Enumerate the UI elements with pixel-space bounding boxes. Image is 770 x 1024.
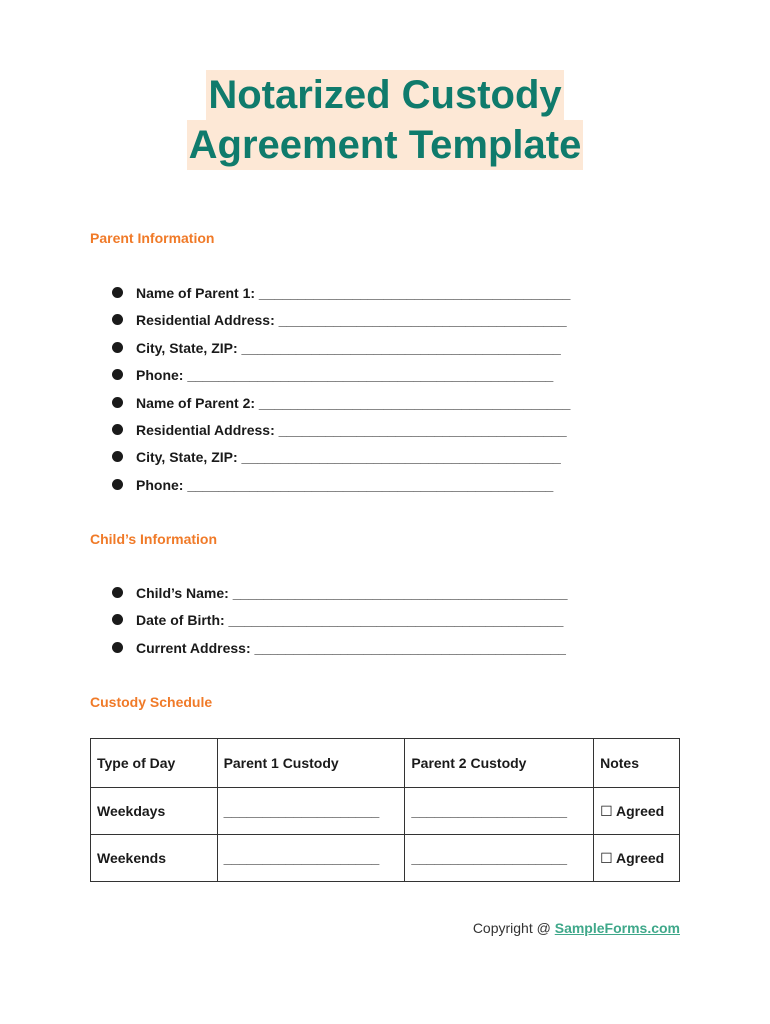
field-child-name: Child’s Name: ___________________________________________ [136,585,568,601]
list-item [112,367,570,394]
field-phone-2: Phone: _______________________________________________ [136,476,554,493]
list-item [112,395,570,422]
column-header: Type of Day [91,739,218,788]
bullet-icon [112,451,123,462]
field-current-address: Current Address: ________________________________________ [136,639,566,656]
field-name-parent-2: Name of Parent 2: ________________________________________ [136,394,571,411]
bullet-icon [112,614,123,625]
list-item [112,640,568,667]
list-item [112,312,570,339]
title-line-2: Agreement Template [187,120,584,170]
bullet-icon [112,424,123,435]
field-city-state-zip-1: City, State, ZIP: _________________________________________ [136,339,561,356]
column-header: Parent 2 Custody [405,739,594,788]
list-item [112,422,570,449]
bullet-icon [112,642,123,653]
table-cell: ____________________ [217,835,405,882]
custody-schedule-heading: Custody Schedule [90,694,213,710]
child-information-list [112,585,568,667]
table-cell: ____________________ [217,788,405,835]
list-item [112,340,570,367]
bullet-icon [112,369,123,380]
table-cell: ____________________ [405,835,594,882]
child-information-heading: Child’s Information [90,531,218,547]
field-name-parent-1: Name of Parent 1: ________________________________________ [136,285,571,301]
document-title [0,70,770,170]
bullet-icon [112,587,123,598]
bullet-icon [112,397,123,408]
table-cell: Weekdays [91,788,218,835]
agreed-checkbox[interactable]: ☐ Agreed [594,835,680,882]
bullet-icon [112,479,123,490]
field-phone-1: Phone: _______________________________________________ [136,367,554,384]
parent-information-heading: Parent Information [90,230,215,246]
bullet-icon [112,287,123,298]
column-header: Parent 1 Custody [217,739,405,788]
field-residential-address-1: Residential Address: _____________________________________ [136,312,567,329]
agreed-checkbox[interactable]: ☐ Agreed [594,788,680,835]
list-item [112,585,568,612]
field-date-of-birth: Date of Birth: ___________________________________________ [136,612,564,629]
custody-schedule-table [90,738,680,882]
list-item [112,449,570,476]
table-header-row [91,739,680,788]
list-item [112,612,568,639]
copyright-text: Copyright @ [472,920,555,936]
list-item [112,477,570,504]
list-item [112,285,570,312]
parent-information-list [112,285,570,504]
table-cell: Weekends [91,835,218,882]
field-residential-address-2: Residential Address: _____________________________________ [136,421,567,438]
copyright-footer [0,920,680,936]
table-cell: ____________________ [405,788,594,835]
table-row [91,835,680,882]
title-line-1: Notarized Custody [206,70,563,120]
bullet-icon [112,314,123,325]
table-row [91,788,680,835]
bullet-icon [112,342,123,353]
field-city-state-zip-2: City, State, ZIP: _________________________________________ [136,449,561,466]
brand-link[interactable]: SampleForms.com [554,920,680,936]
column-header: Notes [594,739,680,788]
